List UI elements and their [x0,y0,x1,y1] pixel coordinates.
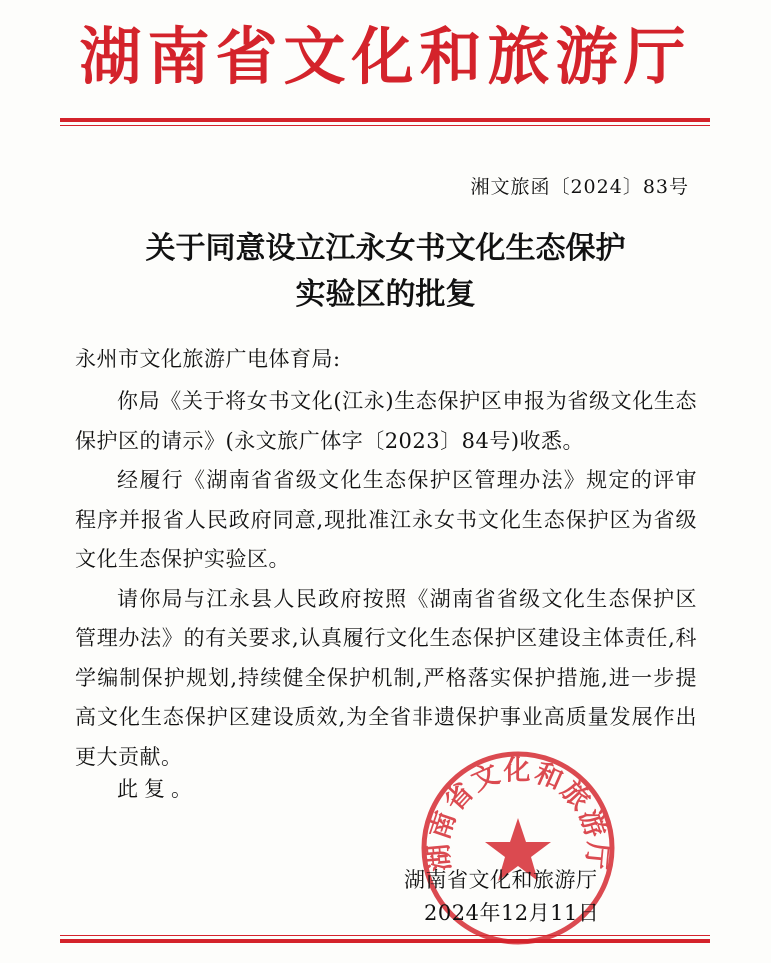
seal-text: 湖南省文化和旅游厅 [423,755,613,873]
header-red-rule-thin [60,125,710,126]
title-line-2: 实验区的批复 [295,277,476,312]
closing-remark: 此复。 [117,777,198,801]
masthead-title: 湖南省文化和旅游厅 [79,20,692,93]
title-line-1: 关于同意设立江永女书文化生态保护 [145,231,626,266]
header-red-rule-thick [60,118,710,122]
addressee: 永州市文化旅游广电体育局: [75,347,341,371]
signature-organization: 湖南省文化和旅游厅 [404,868,598,892]
document-title [0,226,771,318]
document-number: 湘文旅函〔2024〕83号 [470,176,689,198]
footer-red-rule-thin [60,935,710,936]
footer-red-rule-thick [60,939,710,943]
paragraph-3: 请你局与江永县人民政府按照《湖南省省级文化生态保护区管理办法》的有关要求,认真履行文化生态保护区建设主体责任,科学编制保护规划,持续健全保护机制,严格落实保护措施,进一步提高文化生态保护区建设质效,为全省非遗保护事业高质量发展作出更大贡献。 [75,586,697,769]
paragraph-2: 经履行《湖南省省级文化生态保护区管理办法》规定的评审程序并报省人民政府同意,现批准江永女书文化生态保护区为省级文化生态保护实验区。 [75,468,697,571]
document-body [75,382,697,777]
paragraph-1: 你局《关于将女书文化(江永)生态保护区申报为省级文化生态保护区的请示》(永文旅广体字〔2023〕84号)收悉。 [75,389,697,453]
signature-date: 2024年12月11日 [424,901,600,925]
